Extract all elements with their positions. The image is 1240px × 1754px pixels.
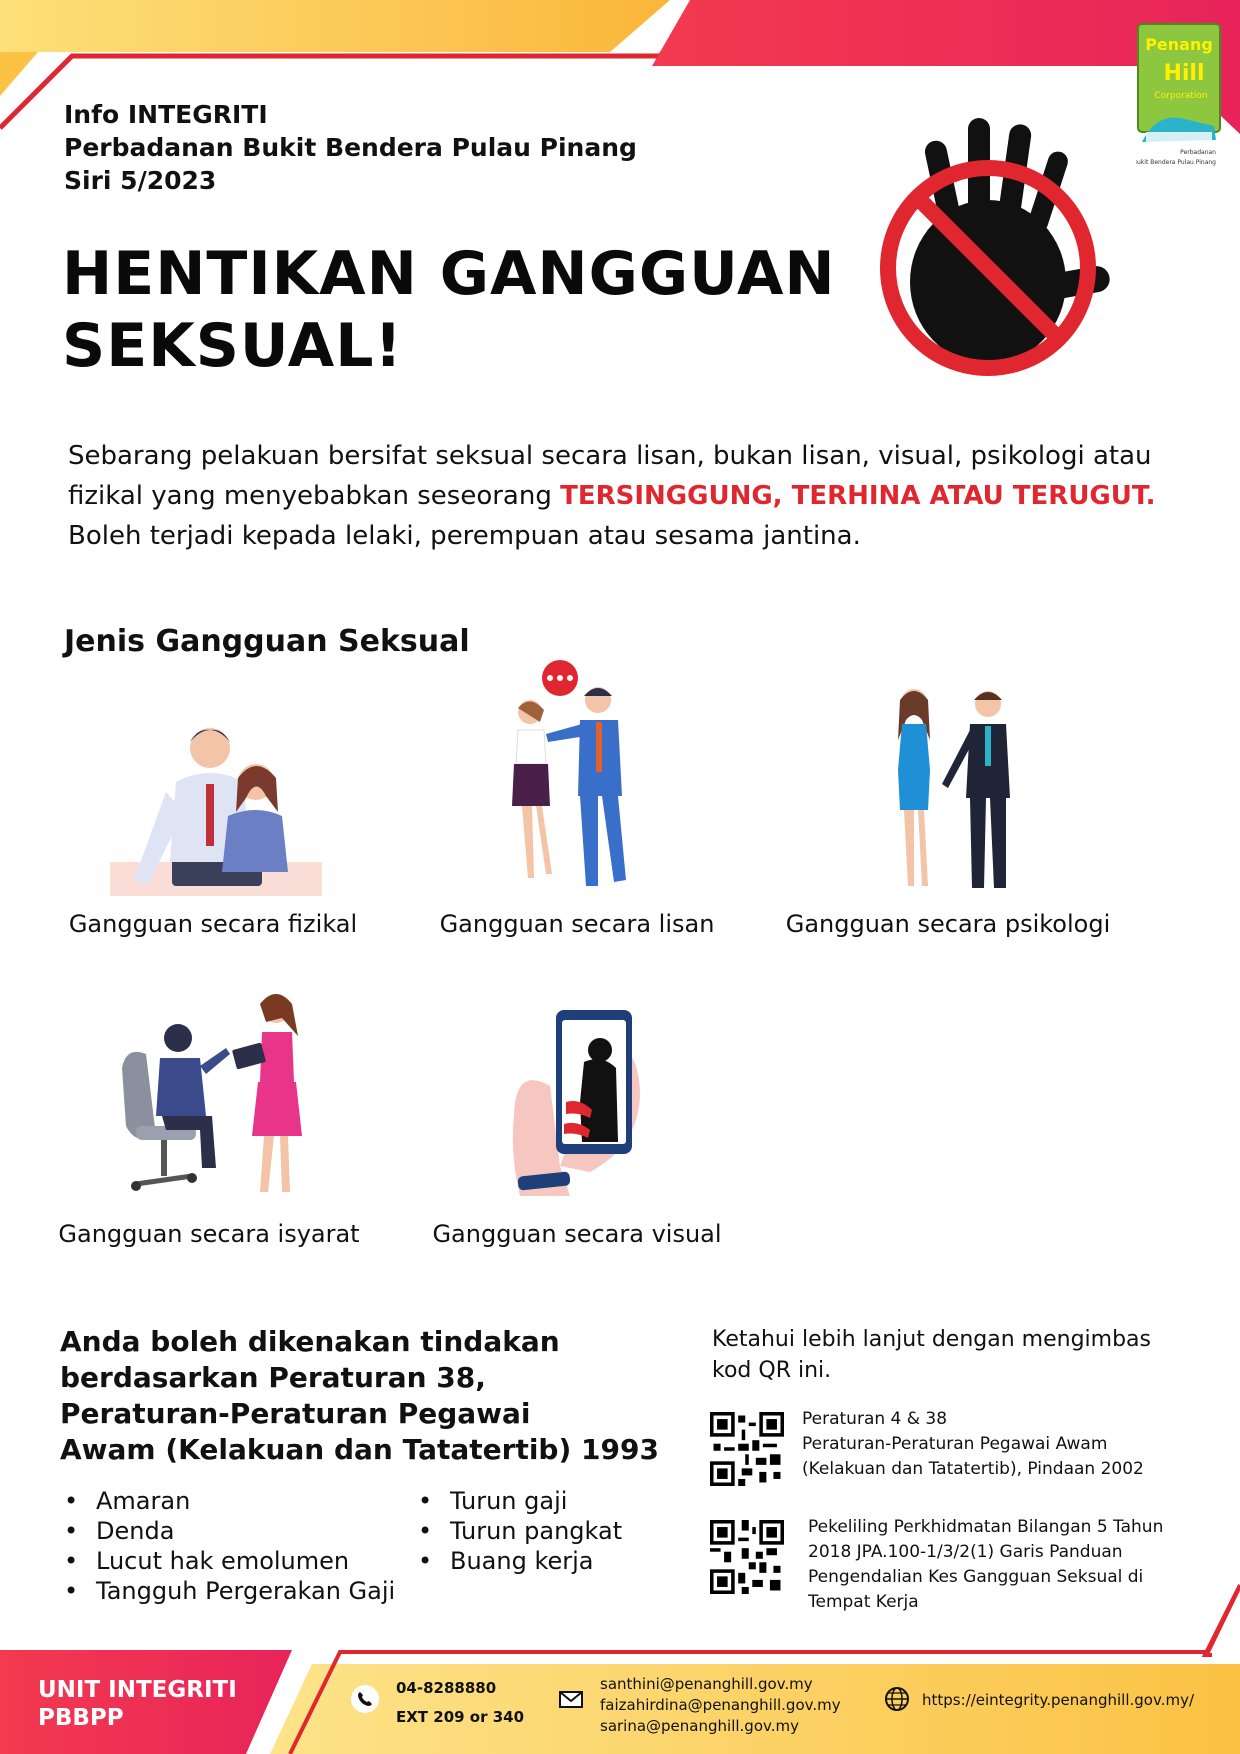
stop-hand-icon bbox=[870, 110, 1120, 390]
svg-text:Corporation: Corporation bbox=[1154, 91, 1208, 101]
email-link[interactable]: faizahirdina@penanghill.gov.my bbox=[600, 1696, 841, 1714]
phone-ext: EXT 209 or 340 bbox=[396, 1708, 525, 1726]
footer-unit bbox=[38, 1676, 237, 1732]
globe-icon bbox=[882, 1684, 912, 1714]
intro-paragraph bbox=[68, 436, 1188, 556]
email-icon bbox=[556, 1684, 586, 1714]
qr-code-2[interactable] bbox=[710, 1520, 784, 1594]
email-link[interactable]: santhini@penanghill.gov.my bbox=[600, 1675, 813, 1693]
penalty-list-right bbox=[416, 1486, 666, 1576]
intro-highlight: TERSINGGUNG, TERHINA ATAU TERUGUT. bbox=[560, 481, 1156, 511]
penalty-item: • Amaran bbox=[62, 1486, 402, 1516]
penalty-item: • Tangguh Pergerakan Gaji bbox=[62, 1576, 402, 1606]
header-info bbox=[64, 98, 637, 197]
caption-visual: Gangguan secara visual bbox=[432, 1220, 722, 1248]
visual-harassment-illustration bbox=[510, 1006, 650, 1202]
regulation-line1: Anda boleh dikenakan tindakan bbox=[60, 1325, 560, 1358]
caption-isyarat: Gangguan secara isyarat bbox=[58, 1220, 360, 1248]
email-link[interactable]: sarina@penanghill.gov.my bbox=[600, 1717, 799, 1735]
qr-ref2-line: 2018 JPA.100-1/3/2(1) Garis Panduan bbox=[808, 1542, 1123, 1562]
footer-unit-line2: PBBPP bbox=[38, 1705, 124, 1731]
psychological-harassment-illustration bbox=[872, 680, 1032, 898]
svg-text:Perbadanan: Perbadanan bbox=[1180, 149, 1216, 156]
section-title: Jenis Gangguan Seksual bbox=[64, 624, 470, 659]
svg-text:Penang: Penang bbox=[1145, 35, 1213, 54]
penang-hill-logo bbox=[1136, 22, 1222, 170]
footer-phone bbox=[396, 1678, 524, 1728]
penalty-item: • Denda bbox=[62, 1516, 402, 1546]
svg-text:Bukit Bendera Pulau Pinang: Bukit Bendera Pulau Pinang bbox=[1136, 159, 1216, 166]
title-line2: SEKSUAL! bbox=[62, 311, 403, 381]
qr-ref1-line: Peraturan 4 & 38 bbox=[802, 1409, 948, 1429]
regulation-heading bbox=[60, 1324, 660, 1468]
qr-code-1[interactable] bbox=[710, 1412, 784, 1486]
caption-psikologi: Gangguan secara psikologi bbox=[785, 910, 1111, 938]
qr-ref2 bbox=[808, 1515, 1188, 1615]
footer-unit-line1: UNIT INTEGRITI bbox=[38, 1677, 237, 1703]
qr-ref1-line: (Kelakuan dan Tatatertib), Pindaan 2002 bbox=[802, 1459, 1144, 1479]
footer-emails bbox=[600, 1674, 841, 1737]
regulation-line3: Peraturan-Peraturan Pegawai bbox=[60, 1397, 531, 1430]
intro-text-2: Boleh terjadi kepada lelaki, perempuan atau sesama jantina. bbox=[68, 521, 861, 551]
website-link[interactable]: https://eintegrity.penanghill.gov.my/ bbox=[922, 1691, 1194, 1709]
regulation-line2: berdasarkan Peraturan 38, bbox=[60, 1361, 486, 1394]
qr-ref2-line: Tempat Kerja bbox=[808, 1592, 919, 1612]
phone-icon bbox=[350, 1684, 380, 1714]
header-line1: Info INTEGRITI bbox=[64, 100, 268, 129]
page-title bbox=[62, 238, 836, 382]
caption-lisan: Gangguan secara lisan bbox=[439, 910, 715, 938]
verbal-harassment-illustration bbox=[506, 654, 656, 898]
qr-ref2-line: Pengendalian Kes Gangguan Seksual di bbox=[808, 1567, 1144, 1587]
header-line3: Siri 5/2023 bbox=[64, 166, 217, 195]
title-line1: HENTIKAN GANGGUAN bbox=[62, 239, 836, 309]
penalty-item: • Lucut hak emolumen bbox=[62, 1546, 402, 1576]
penalty-item: • Turun gaji bbox=[416, 1486, 666, 1516]
physical-harassment-illustration bbox=[106, 712, 326, 898]
gesture-harassment-illustration bbox=[116, 986, 316, 1204]
qr-intro: Ketahui lebih lanjut dengan mengimbas kod QR ini. bbox=[712, 1327, 1151, 1383]
qr-ref1 bbox=[802, 1407, 1182, 1482]
qr-ref1-line: Peraturan-Peraturan Pegawai Awam bbox=[802, 1434, 1108, 1454]
caption-fizikal: Gangguan secara fizikal bbox=[68, 910, 358, 938]
penalty-list-left bbox=[62, 1486, 402, 1606]
phone-number[interactable]: 04-8288880 bbox=[396, 1679, 497, 1697]
intro-text: Sebarang pelakuan bersifat seksual secara lisan, bukan lisan, visual, psikologi atau fizikal yang menyebabkan seseorang bbox=[68, 441, 1152, 511]
penalty-item: • Buang kerja bbox=[416, 1546, 666, 1576]
regulation-line4: Awam (Kelakuan dan Tatatertib) 1993 bbox=[60, 1433, 659, 1466]
penalty-item: • Turun pangkat bbox=[416, 1516, 666, 1546]
qr-ref2-line: Pekeliling Perkhidmatan Bilangan 5 Tahun bbox=[808, 1517, 1164, 1537]
svg-text:Hill: Hill bbox=[1163, 61, 1205, 86]
header-line2: Perbadanan Bukit Bendera Pulau Pinang bbox=[64, 133, 637, 162]
